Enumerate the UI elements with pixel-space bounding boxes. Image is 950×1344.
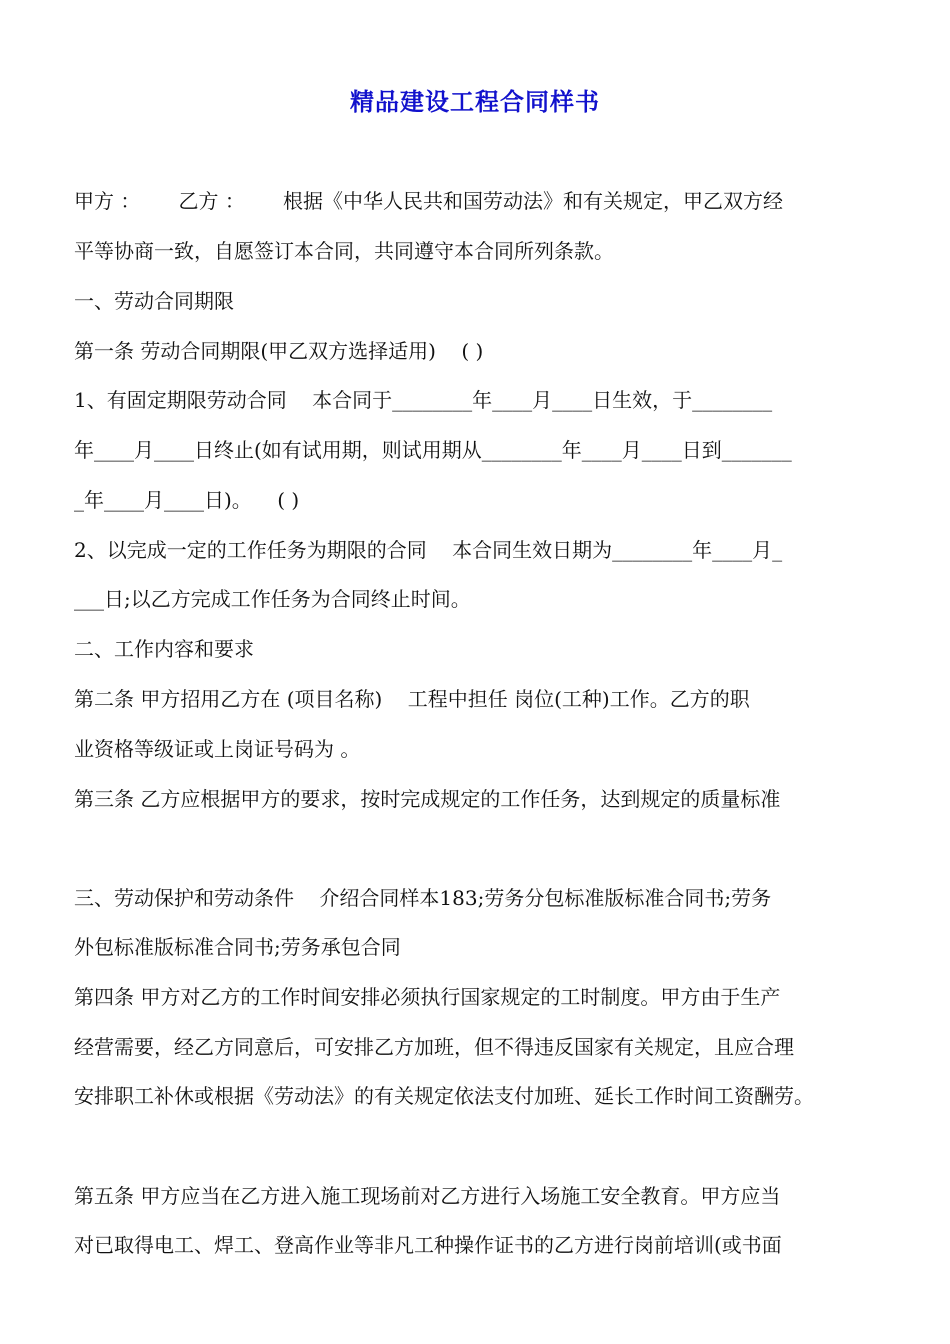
paragraph-line: 安排职工补休或根据《劳动法》的有关规定依法支付加班、延长工作时间工资酬劳。 (74, 1084, 814, 1108)
paragraph-line: 1、有固定期限劳动合同 本合同于________年____月____日生效，于________ (74, 388, 773, 412)
paragraph-line: 甲方 ： 乙方 ： 根据《中华人民共和国劳动法》和有关规定，甲乙双方经 (74, 189, 784, 213)
paragraph-line: 经营需要，经乙方同意后，可安排乙方加班，但不得违反国家有关规定，且应合理 (74, 1035, 794, 1059)
paragraph-line: 第五条 甲方应当在乙方进入施工现场前对乙方进行入场施工安全教育。甲方应当 (74, 1184, 781, 1208)
paragraph-line: 第三条 乙方应根据甲方的要求，按时完成规定的工作任务，达到规定的质量标准 (74, 787, 781, 811)
paragraph-line: 第四条 甲方对乙方的工作时间安排必须执行国家规定的工时制度。甲方由于生产 (74, 985, 781, 1009)
section-heading: 一、劳动合同期限 (74, 289, 234, 313)
paragraph-line: ___日;以乙方完成工作任务为合同终止时间。 (74, 587, 471, 611)
paragraph-line: 第二条 甲方招用乙方在 (项目名称) 工程中担任 岗位(工种)工作。乙方的职 (74, 687, 750, 711)
paragraph-line: 业资格等级证或上岗证号码为 。 (74, 737, 361, 761)
section-heading: 三、劳动保护和劳动条件 介绍合同样本183;劳务分包标准版标准合同书;劳务 (74, 886, 772, 910)
paragraph-line: 第一条 劳动合同期限(甲乙双方选择适用) ( ) (74, 339, 484, 363)
document-title: 精品建设工程合同样书 (350, 87, 600, 116)
paragraph-line: _年____月____日)。 ( ) (74, 488, 300, 512)
paragraph-line: 年____月____日终止(如有试用期，则试用期从________年____月____日到_______ (74, 438, 792, 462)
paragraph-line: 外包标准版标准合同书;劳务承包合同 (74, 935, 401, 959)
paragraph-line: 对已取得电工、焊工、登高作业等非凡工种操作证书的乙方进行岗前培训(或书面 (74, 1233, 782, 1257)
paragraph-line: 平等协商一致，自愿签订本合同，共同遵守本合同所列条款。 (74, 239, 614, 263)
section-heading: 二、工作内容和要求 (74, 637, 254, 661)
paragraph-line: 2、以完成一定的工作任务为期限的合同 本合同生效日期为________年____月_ (74, 538, 783, 562)
